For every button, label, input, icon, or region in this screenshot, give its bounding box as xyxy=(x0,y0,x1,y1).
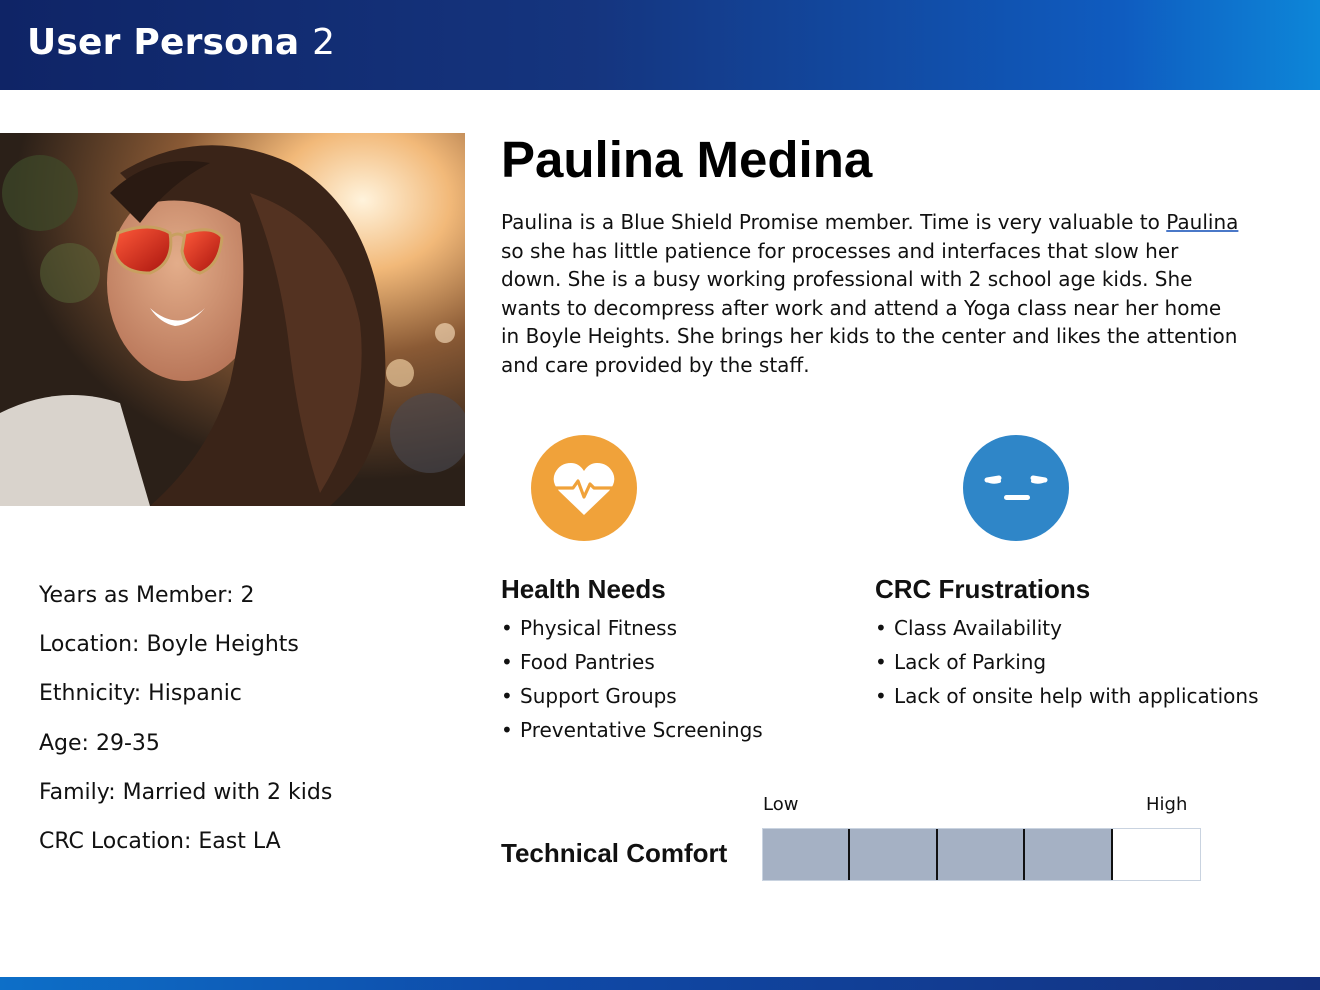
bio-line: wants to decompress after work and attend a Yoga class near her home xyxy=(501,295,1222,320)
page-title-number: 2 xyxy=(312,22,336,63)
stat-years-as-member: Years as Member: 2 xyxy=(39,583,255,608)
persona-photo-illustration xyxy=(0,133,465,506)
health-need-item: • Food Pantries xyxy=(501,647,763,681)
heart-pulse-icon xyxy=(531,435,637,541)
persona-name: Paulina Medina xyxy=(501,131,873,188)
health-need-item: • Physical Fitness xyxy=(501,613,763,647)
health-need-item: • Preventative Screenings xyxy=(501,715,763,749)
persona-stats xyxy=(39,580,332,875)
footer-bar xyxy=(0,977,1320,990)
meter-segment-filled xyxy=(938,829,1025,880)
technical-comfort-meter xyxy=(762,828,1201,881)
bio-line: down. She is a busy working professional with 2 school age kids. She xyxy=(501,267,1193,291)
crc-frustrations-list xyxy=(875,613,1258,715)
stat-family: Family: Married with 2 kids xyxy=(39,779,333,805)
stat-ethnicity: Ethnicity: Hispanic xyxy=(39,681,242,707)
bio-line xyxy=(501,208,1239,237)
health-needs-title: Health Needs xyxy=(501,574,666,604)
frustration-item: • Lack of onsite help with applications xyxy=(875,681,1258,715)
meter-segment-filled xyxy=(1025,829,1112,880)
bio-line-text: Paulina is a Blue Shield Promise member. Time is very valuable to xyxy=(501,210,1167,234)
technical-comfort-label: Technical Comfort xyxy=(501,838,728,868)
scale-high-label: High xyxy=(1146,794,1188,815)
header-bar xyxy=(0,0,1320,90)
annoyed-face-icon xyxy=(963,435,1069,541)
persona-bio xyxy=(501,208,1239,379)
health-needs-list xyxy=(501,613,763,749)
bio-line: so she has little patience for processes and interfaces that slow her xyxy=(501,238,1179,263)
bio-line: and care provided by the staff. xyxy=(501,352,810,377)
frustration-item: • Lack of Parking xyxy=(875,647,1258,681)
page-title-text: User Persona xyxy=(27,22,300,63)
bio-line: in Boyle Heights. She brings her kids to the center and likes the attention xyxy=(501,324,1238,348)
stat-crc-location: CRC Location: East LA xyxy=(39,828,281,854)
stat-age: Age: 29-35 xyxy=(39,730,160,756)
crc-frustrations-title: CRC Frustrations xyxy=(875,574,1091,604)
scale-low-label: Low xyxy=(763,794,799,815)
meter-segment-filled xyxy=(763,829,850,880)
frustration-item: • Class Availability xyxy=(875,613,1258,647)
meter-segment-empty xyxy=(1113,829,1200,880)
persona-photo xyxy=(0,133,465,506)
stat-location: Location: Boyle Heights xyxy=(39,632,299,658)
health-need-item: • Support Groups xyxy=(501,681,763,715)
bio-underlined-word: Paulina xyxy=(1166,210,1239,234)
page-title xyxy=(27,22,335,63)
meter-segment-filled xyxy=(850,829,937,880)
